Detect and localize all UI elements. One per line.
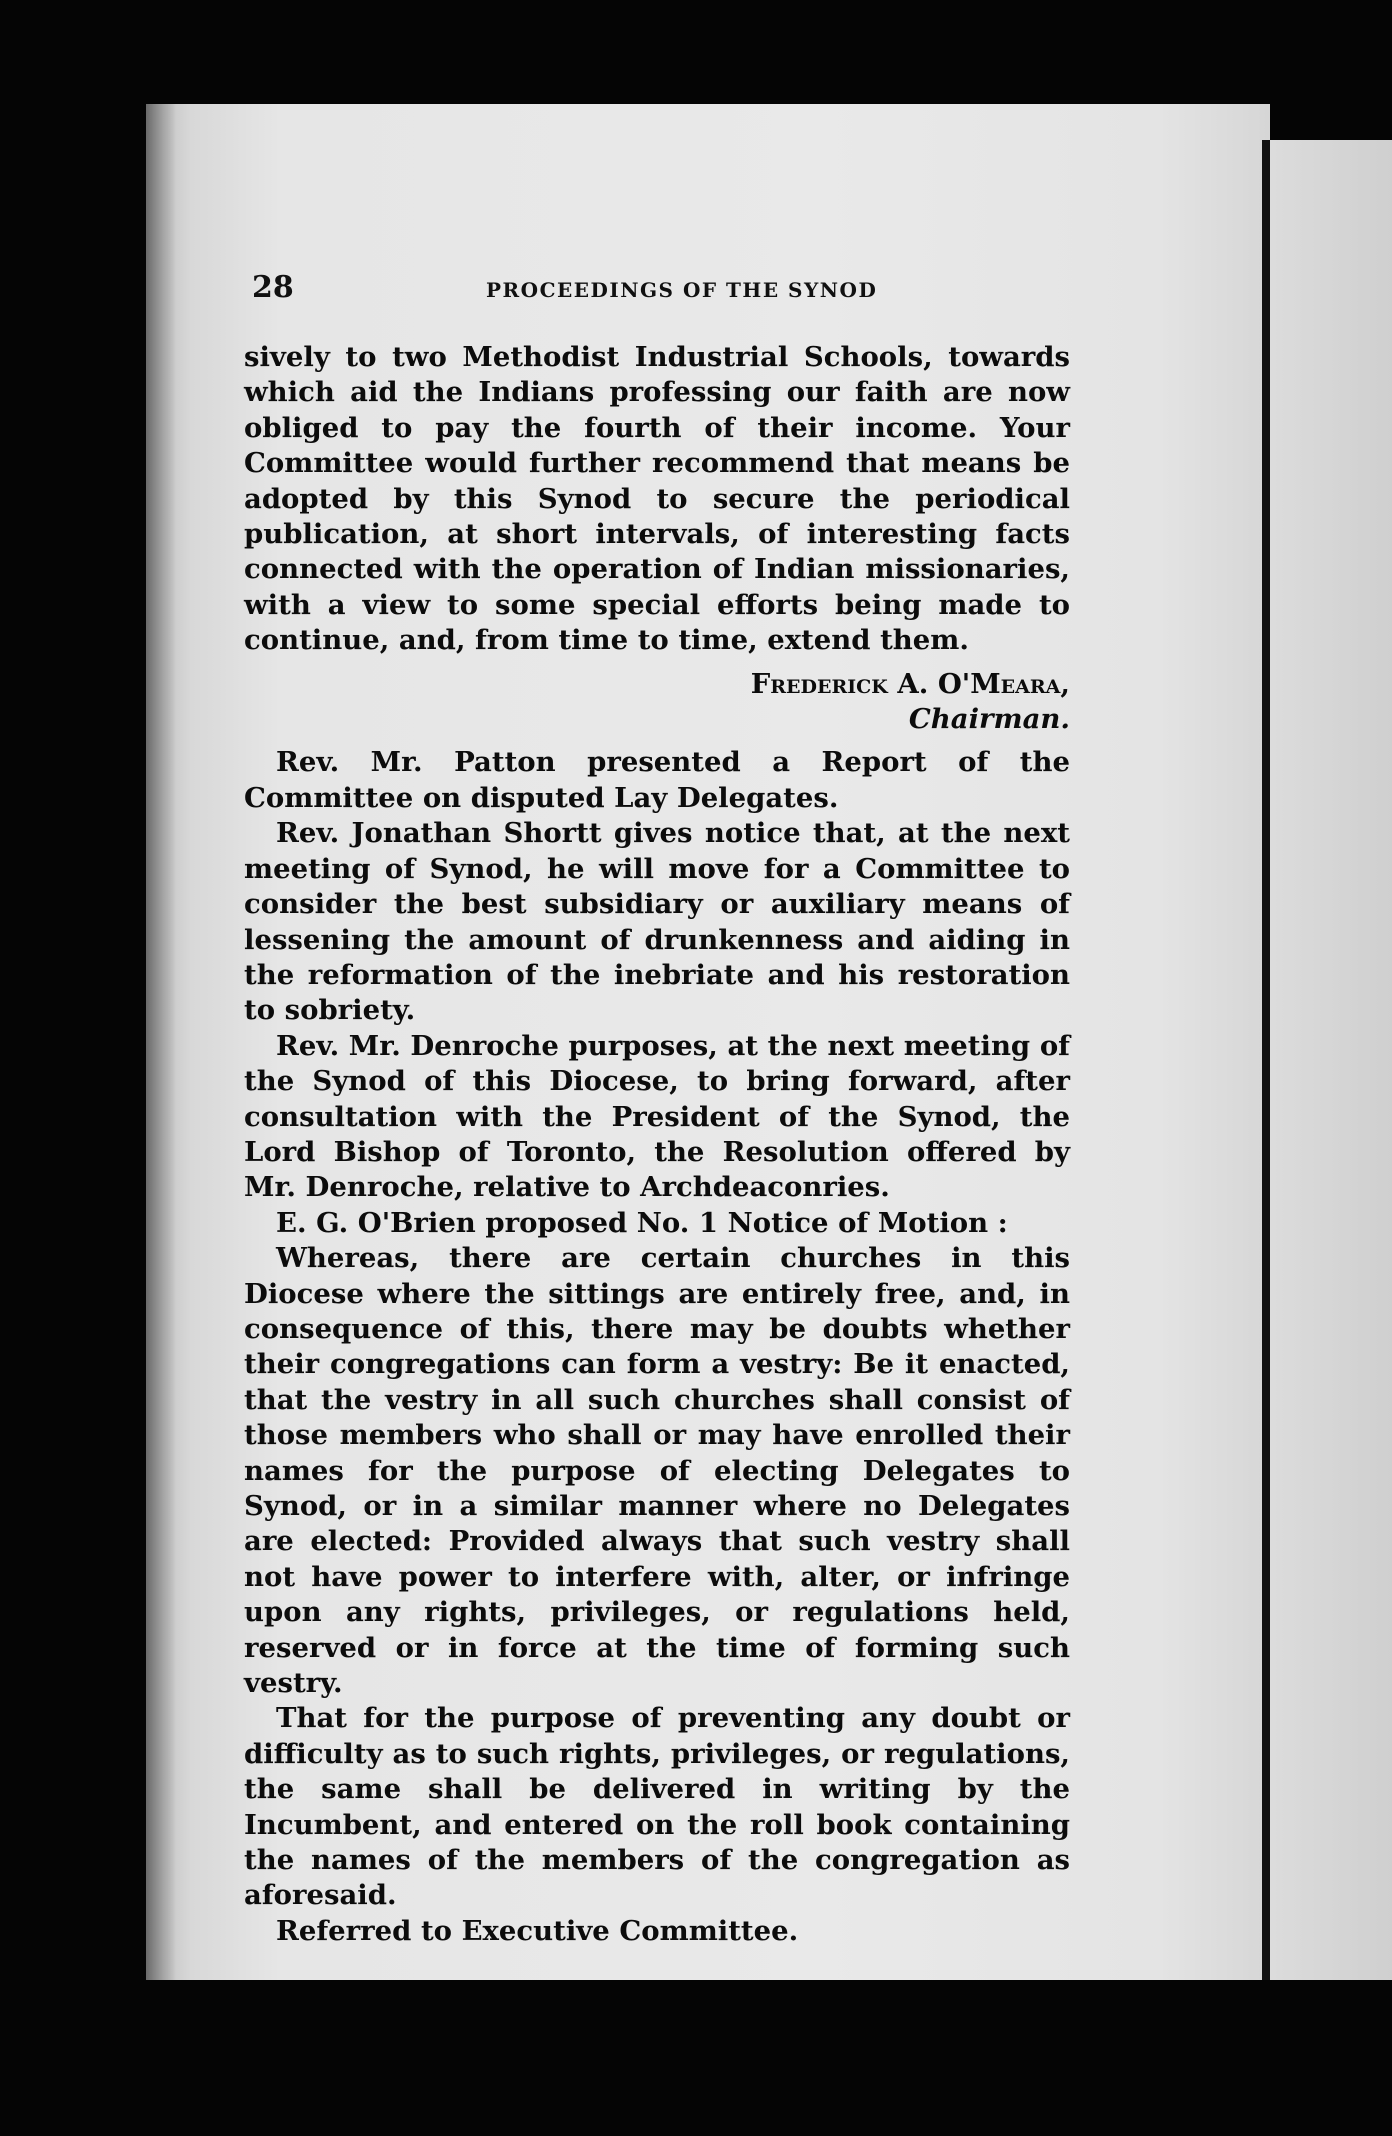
signature-name: Frederick A. O'Meara, xyxy=(750,667,1070,700)
page-number: 28 xyxy=(252,270,294,305)
paragraph-whereas: Whereas, there are certain churches in this Diocese where the sittings are entirely free, and, in consequence of this, there may be doubts whether their congregations can form a vestry: Be it enacted, that the vestry in all such churches shall consist of those members who shall or may have enrolled their names for the purpose of electing Delegates to Synod, or in a similar manner where no Delegates are elected: Provided always that such vestry shall not have power to interfere with, alter, or infringe upon any rights, privileges, or regulations held, reserved or in force at the time of forming such vestry. xyxy=(244,1242,1070,1700)
signature-title: Chairman. xyxy=(908,703,1070,736)
running-head: PROCEEDINGS OF THE SYNOD xyxy=(486,278,878,302)
paragraph-committee-report: sively to two Methodist Industrial Schools, towards which aid the Indians professing our faith are now obliged to pay the fourth of their income. Your Committee would further recommend that means be adopted by this Synod to secure the periodical publication, at short intervals, of interesting facts connected with the operation of Indian missionaries, with a view to some special efforts being made to continue, and, from time to time, extend them. xyxy=(244,341,1070,657)
page-header xyxy=(252,270,1072,310)
gutter-shadow xyxy=(146,104,176,1980)
page-divider xyxy=(1262,140,1270,1980)
paragraph-referred: Referred to Executive Committee. xyxy=(276,1914,799,1947)
facing-page-edge xyxy=(1270,140,1392,1980)
page-body xyxy=(244,340,1070,1949)
paragraph-patton: Rev. Mr. Patton presented a Report of the Committee on disputed Lay Delegates. xyxy=(244,746,1070,814)
paragraph-obrien: E. G. O'Brien proposed No. 1 Notice of Motion : xyxy=(276,1206,1008,1239)
paragraph-that: That for the purpose of preventing any doubt or difficulty as to such rights, privileges, or regulations, the same shall be delivered in writing by the Incumbent, and entered on the roll book containing the names of the members of the congregation as aforesaid. xyxy=(244,1702,1070,1912)
paragraph-shortt: Rev. Jonathan Shortt gives notice that, at the next meeting of Synod, he will move for a Committee to consider the best subsidiary or auxiliary means of lessening the amount of drunkenness and aiding in the reformation of the inebriate and his restoration to sobriety. xyxy=(244,817,1070,1027)
paragraph-denroche: Rev. Mr. Denroche purposes, at the next meeting of the Synod of this Diocese, to bring forward, after consultation with the President of the Synod, the Lord Bishop of Toronto, the Resolution offered by Mr. Denroche, relative to Archdeaconries. xyxy=(244,1029,1070,1204)
